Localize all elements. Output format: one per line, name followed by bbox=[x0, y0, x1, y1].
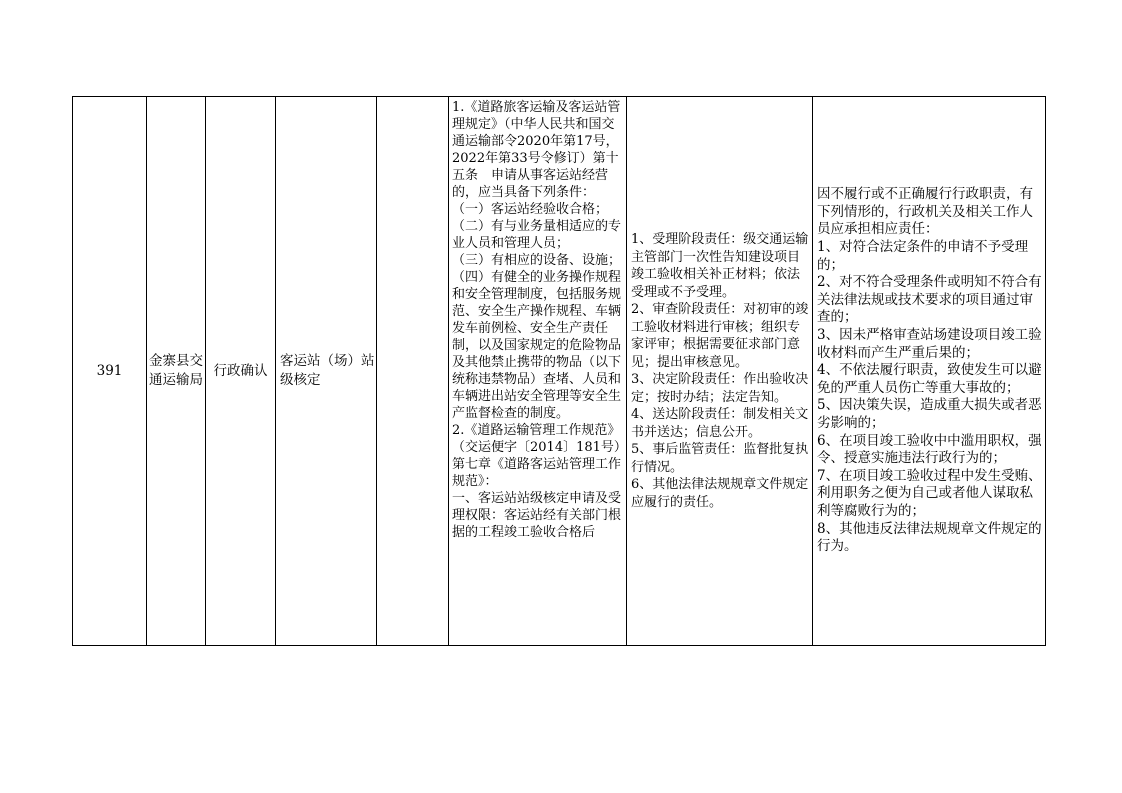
department-name: 金寨县交通运输局 bbox=[149, 353, 203, 388]
accountability-cell bbox=[813, 97, 1046, 646]
sub-item-cell bbox=[377, 97, 449, 646]
row-number-cell bbox=[73, 97, 147, 646]
row-number: 391 bbox=[96, 362, 123, 379]
department-cell bbox=[147, 97, 206, 646]
category-cell bbox=[206, 97, 276, 646]
power-item-name: 客运站（场）站级核定 bbox=[280, 353, 375, 388]
power-list-table bbox=[72, 96, 1046, 646]
accountability-text: 因不履行或不正确履行行政职责，有下列情形的，行政机关及相关工作人员应承担相应责任： 1、对符合法定条件的申请不予受理的； 2、对不符合受理条件或明知不符合有关法律法规或技术要求的项目通过审查的； 3、因未严格审查站场建设项目竣工验收材料而产生严重后果的； 4、不依法履行职责，致使发生可以避免的严重人员伤亡等重大事故的； 5、因决策失误，造成重大损失或者恶劣影响的； 6、在项目竣工验收中中滥用职权，强令、授意实施违法行政行为的； 7、在项目竣工验收过程中发生受贿、利用职务之便为自己或者他人谋取私利等腐败行为的； 8、其他违反法律法规规章文件规定的行为。 bbox=[817, 186, 1042, 555]
legal-basis-cell bbox=[449, 97, 627, 646]
table-row bbox=[73, 97, 1046, 646]
legal-basis-text: 1.《道路旅客运输及客运站管理规定》（中华人民共和国交通运输部令2020年第17号，2022年第33号令修订）第十五条 申请从事客运站经营的，应当具备下列条件： （一）客运站经验收合格； （二）有与业务量相适应的专业人员和管理人员； （三）有相应的设备、设施； （四）有健全的业务操作规程和安全管理制度，包括服务规范、安全生产操作规程、车辆发车前例检、安全生产责任制，以及国家规定的危险物品及其他禁止携带的物品（以下统称违禁物品）查堵、人员和车辆进出站安全管理等安全生产监督检查的制度。 2.《道路运输管理工作规范》（交运便字〔2014〕181号） 第七章《道路客运站管理工作规范》： 一、客运站站级核定申请及受理权限：客运站经有关部门根据的工程竣工验收合格后 bbox=[452, 100, 622, 540]
item-name-cell bbox=[276, 97, 377, 646]
responsibility-text: 1、受理阶段责任：级交通运输主管部门一次性告知建设项目竣工验收相关补正材料；依法受理或不予受理。 2、审查阶段责任：对初审的竣工验收材料进行审核；组织专家评审；根据需要征求部门意见；提出审核意见。 3、决定阶段责任：作出验收决定；按时办结；法定告知。 4、送达阶段责任：制发相关文书并送达；信息公开。 5、事后监管责任：监督批复执行情况。 6、其他法律法规规章文件规定应履行的责任。 bbox=[631, 232, 809, 510]
responsibility-cell bbox=[627, 97, 813, 646]
power-category: 行政确认 bbox=[213, 362, 268, 379]
